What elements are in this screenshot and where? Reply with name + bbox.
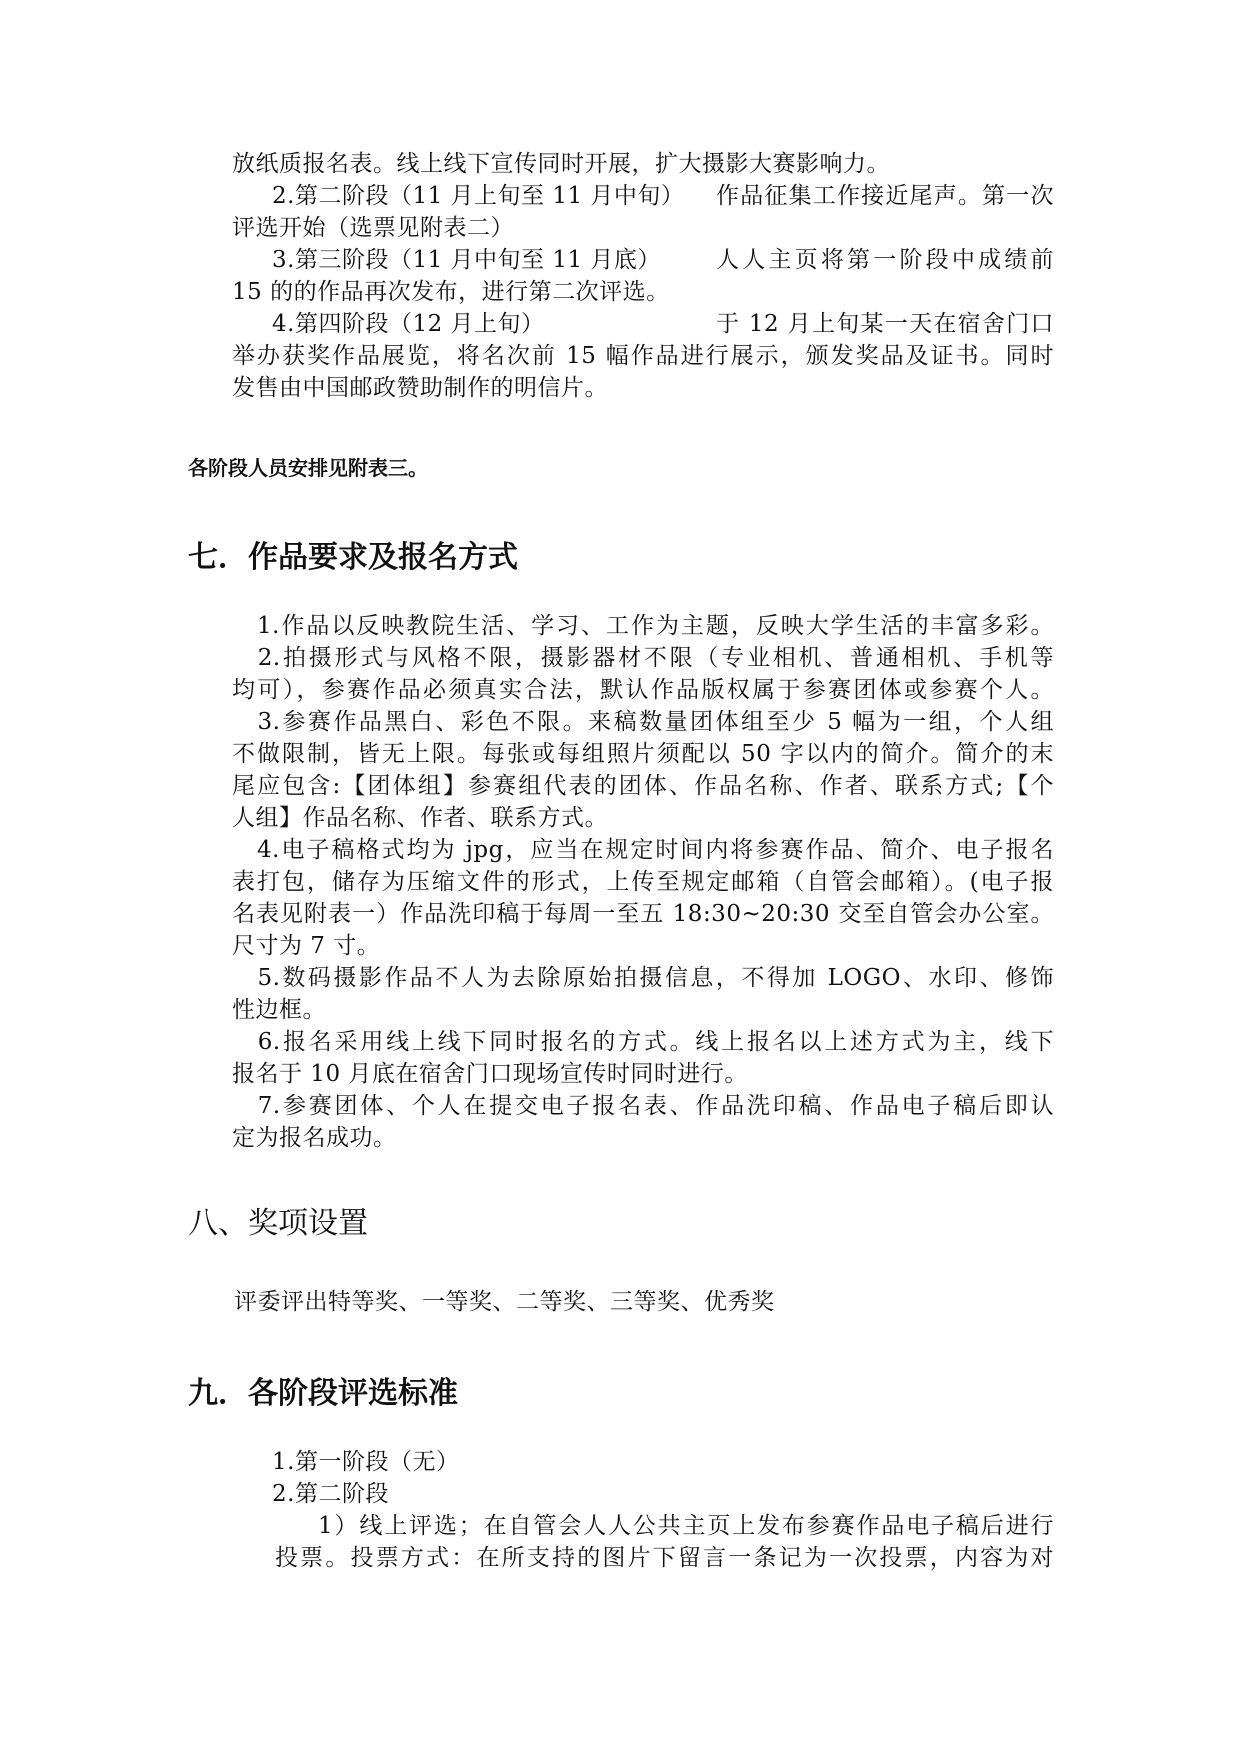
section9-heading: 九．各阶段评选标准 (188, 1376, 458, 1411)
section7-line: 7.参赛团体、个人在提交电子报名表、作品洗印稿、作品电子稿后即认 (232, 1093, 1054, 1119)
stage4-continuation-2: 发售由中国邮政赞助制作的明信片。 (232, 375, 608, 401)
section7-line: 1.作品以反映教院生活、学习、工作为主题，反映大学生活的丰富多彩。 (232, 613, 1054, 639)
stage2-continuation: 评选开始（选票见附表二） (232, 215, 514, 241)
stage4-continuation-1: 举办获奖作品展览，将名次前 15 幅作品进行展示，颁发奖品及证书。同时 (232, 343, 1054, 369)
section7-line: 2.拍摄形式与风格不限，摄影器材不限（专业相机、普通相机、手机等 (232, 645, 1054, 671)
stage2-desc: 作品征集工作接近尾声。第一次 (716, 183, 1054, 209)
section7-line: 均可），参赛作品必须真实合法，默认作品版权属于参赛团体或参赛个人。 (232, 677, 1054, 703)
staff-arrangement-note: 各阶段人员安排见附表三。 (188, 456, 428, 480)
section7-line: 4.电子稿格式均为 jpg，应当在规定时间内将参赛作品、简介、电子报名 (232, 837, 1054, 863)
section8-heading: 八、奖项设置 (188, 1206, 368, 1241)
section7-heading: 七．作品要求及报名方式 (188, 540, 518, 575)
section7-line: 性边框。 (232, 997, 326, 1023)
section7-line: 尺寸为 7 寸。 (232, 933, 381, 959)
section7-line: 尾应包含:【团体组】参赛组代表的团体、作品名称、作者、联系方式;【个 (232, 773, 1054, 799)
section7-line: 报名于 10 月底在宿舍门口现场宣传时同时进行。 (232, 1061, 748, 1087)
section7-line: 表打包，储存为压缩文件的形式，上传至规定邮箱（自管会邮箱）。(电子报 (232, 869, 1054, 895)
stage4-label: 4.第四阶段（12 月上旬） (272, 311, 545, 337)
section9-stage1: 1.第一阶段（无） (272, 1449, 460, 1475)
section7-line: 定为报名成功。 (232, 1125, 397, 1151)
section7-line: 3.参赛作品黑白、彩色不限。来稿数量团体组至少 5 幅为一组，个人组 (232, 709, 1054, 735)
section7-line: 人组】作品名称、作者、联系方式。 (232, 805, 608, 831)
section9-vote-method: 投票。投票方式：在所支持的图片下留言一条记为一次投票，内容为对 (275, 1545, 1054, 1571)
stage4-row (232, 308, 1054, 340)
stage3-label: 3.第三阶段（11 月中旬至 11 月底） (272, 247, 661, 273)
stage3-desc: 人人主页将第一阶段中成绩前 (716, 247, 1054, 273)
section7-line: 5.数码摄影作品不人为去除原始拍摄信息，不得加 LOGO、水印、修饰 (232, 965, 1054, 991)
stage2-row (232, 180, 1054, 212)
stage3-row (232, 244, 1054, 276)
stage1-continuation: 放纸质报名表。线上线下宣传同时开展，扩大摄影大赛影响力。 (232, 151, 890, 177)
section7-line: 不做限制，皆无上限。每张或每组照片须配以 50 字以内的简介。简介的末 (232, 741, 1054, 767)
section9-stage2: 2.第二阶段 (272, 1481, 389, 1507)
stage2-label: 2.第二阶段（11 月上旬至 11 月中旬） (272, 183, 685, 209)
section7-line: 名表见附表一）作品洗印稿于每周一至五 18:30~20:30 交至自管会办公室。 (232, 901, 1054, 927)
section7-line: 6.报名采用线上线下同时报名的方式。线上报名以上述方式为主，线下 (232, 1029, 1054, 1055)
section8-awards-text: 评委评出特等奖、一等奖、二等奖、三等奖、优秀奖 (234, 1289, 775, 1315)
section9-online-vote: 1）线上评选；在自管会人人公共主页上发布参赛作品电子稿后进行 (318, 1513, 1054, 1539)
stage4-desc: 于 12 月上旬某一天在宿舍门口 (716, 311, 1054, 337)
stage3-continuation: 15 的的作品再次发布，进行第二次评选。 (232, 279, 670, 305)
